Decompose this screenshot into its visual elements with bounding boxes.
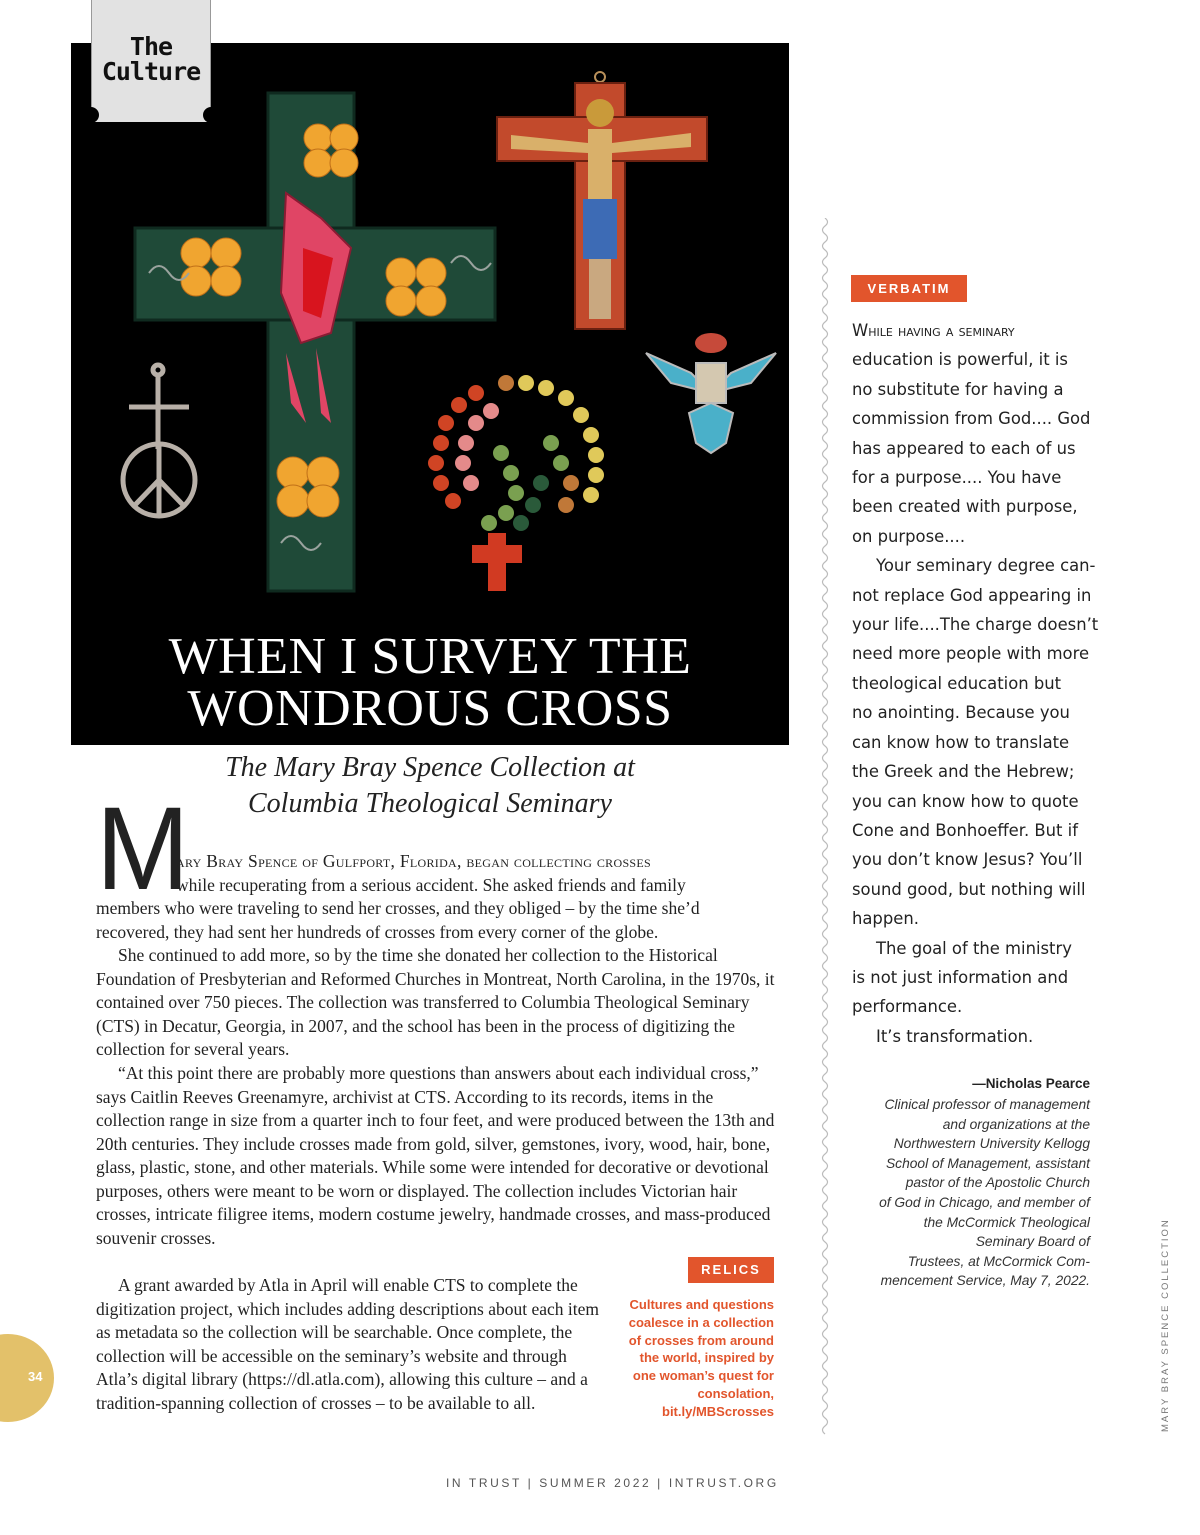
quote-line: you can know how to quote [852, 791, 1079, 811]
quote-line: on purpose.... [852, 526, 966, 546]
peace-cross-image [123, 365, 195, 516]
quote-line: has appeared to each of us [852, 438, 1076, 458]
quote-line: performance. [852, 997, 963, 1017]
attribution-line: the McCormick Theological [923, 1214, 1090, 1230]
paragraph-1-line3: members who were traveling to send her crosses, and they obliged – by the time she’d [96, 898, 700, 918]
thunderbird-pin-image [646, 333, 776, 453]
hero-image [71, 43, 789, 745]
quote-line: not replace God appearing in [852, 585, 1092, 605]
quote-line: theological education but [852, 673, 1062, 693]
sidebar-divider [818, 218, 832, 1436]
attribution-line: and organizations at the [942, 1116, 1090, 1132]
subtitle-line1: The Mary Bray Spence Collection at [225, 752, 635, 783]
paragraph-1-line2: while recuperating from a serious accident. She asked friends and family [176, 874, 686, 895]
quote-author: —Nicholas Pearce [972, 1076, 1090, 1091]
attribution-line: of God in Chicago, and member of [879, 1194, 1090, 1210]
section-tab [91, 0, 211, 122]
quote-line: is not just information and [852, 967, 1069, 987]
attribution-line: Northwestern University Kellogg [893, 1136, 1090, 1152]
quote-line: for a purpose.... You have [852, 468, 1062, 488]
quote-line: education is powerful, it is [852, 350, 1068, 370]
quote-line: no substitute for having a [852, 379, 1064, 399]
quote-line: your life....The charge doesn’t [852, 615, 1099, 635]
page-number-tab [0, 1334, 54, 1422]
article-title-line1: WHEN I SURVEY THE [168, 628, 692, 685]
tab-notch-left [83, 107, 99, 123]
quote-line: need more people with more [852, 644, 1090, 664]
green-cross-image [135, 93, 495, 591]
page-number: 34 [28, 1369, 43, 1384]
paragraph-1-line4: recovered, they had sent her hundreds of crosses from every corner of the globe. [96, 921, 659, 942]
quote-line: It’s transformation. [876, 1026, 1034, 1046]
quote-line: sound good, but nothing will [852, 879, 1086, 899]
article-paragraph-1 [96, 850, 776, 944]
photo-credit: MARY BRAY SPENCE COLLECTION [1160, 1218, 1171, 1432]
tab-notch-right [203, 107, 219, 123]
attribution-line: pastor of the Apostolic Church [905, 1175, 1090, 1191]
article-paragraph-4: A grant awarded by Atla in April will enable CTS to complete the digitization project, which includes adding descriptions about each item as metadata so the collection will be searchable. Once complete, the collection will be accessible on the seminary’s website and through Atla’s digital library (https://dl.atla.com), allowing this culture – and a tradition-spanning collection of crosses – to be available to all. [96, 1275, 599, 1413]
subtitle-line2: Columbia Theological Seminary [248, 788, 612, 819]
attribution-line: mencement Service, May 7, 2022. [880, 1273, 1090, 1289]
quote-line: While having a seminary [852, 321, 1015, 340]
quote-line: no anointing. Because you [852, 703, 1070, 723]
verbatim-badge: VERBATIM [851, 275, 967, 302]
drop-cap: M [96, 783, 190, 915]
section-label-line1: The [129, 32, 173, 61]
quote-line: The goal of the ministry [876, 938, 1072, 958]
quote-line: happen. [852, 909, 919, 929]
attribution-line: School of Management, assistant [885, 1155, 1090, 1171]
attribution-line: Seminary Board of [975, 1234, 1090, 1250]
page-footer: IN TRUST | SUMMER 2022 | INTRUST.ORG [446, 1476, 779, 1490]
quote-line: Cone and Bonhoeffer. But if [852, 820, 1078, 840]
quote-line: Your seminary degree can- [876, 556, 1096, 576]
quote-line: you don’t know Jesus? You’ll [852, 850, 1083, 870]
relics-caption: Cultures and questions coalesce in a collection of crosses from around the world, inspired by one woman’s quest for consolation, bit.ly/MBScrosses [628, 1297, 774, 1419]
article-paragraph-2: She continued to add more, so by the time she donated her collection to the Historical Foundation of Presbyterian and Reformed Churches in Montreat, North Carolina, in the 1970s, it contained over 750 pieces. The collection was transferred to Columbia Theological Seminary (CTS) in Decatur, Georgia, in 2007, and the school has been in the process of digitizing the collection for several years. [96, 945, 775, 1059]
section-label-line2: Culture [101, 57, 201, 86]
relics-badge: RELICS [688, 1257, 774, 1283]
article-title [71, 628, 789, 737]
crucifix-image [497, 72, 707, 329]
quote-attribution [850, 1095, 1090, 1291]
quote-line: the Greek and the Hebrew; [852, 762, 1075, 782]
attribution-line: Trustees, at McCormick Com- [907, 1253, 1090, 1269]
verbatim-quote [852, 316, 1099, 1051]
quote-line: been created with purpose, [852, 497, 1078, 517]
quote-line: commission from God.... God [852, 409, 1091, 429]
rosary-image [428, 375, 604, 591]
attribution-line: Clinical professor of management [884, 1097, 1090, 1112]
paragraph-1-line1: ary Bray Spence of Gulfport, Florida, began collecting crosses [176, 851, 652, 871]
article-title-line2: WONDROUS CROSS [187, 680, 673, 737]
quote-line: can know how to translate [852, 732, 1070, 752]
article-paragraph-3: “At this point there are probably more questions than answers about each individual cross,” says Caitlin Reeves Greenamyre, archivist at CTS. According to its records, items in the collection range in size from a quarter inch to four feet, and were produced between the 13th and 20th centuries. They include crosses made from gold, silver, gemstones, ivory, wood, hair, bone, glass, plastic, stone, and other materials. While some were intended for decorative or devotional purposes, others were meant to be worn or displayed. The collection includes Victorian hair crosses, intricate filigree items, modern costume jewelry, handmade crosses, and mass-produced souvenir crosses. [96, 1063, 775, 1248]
